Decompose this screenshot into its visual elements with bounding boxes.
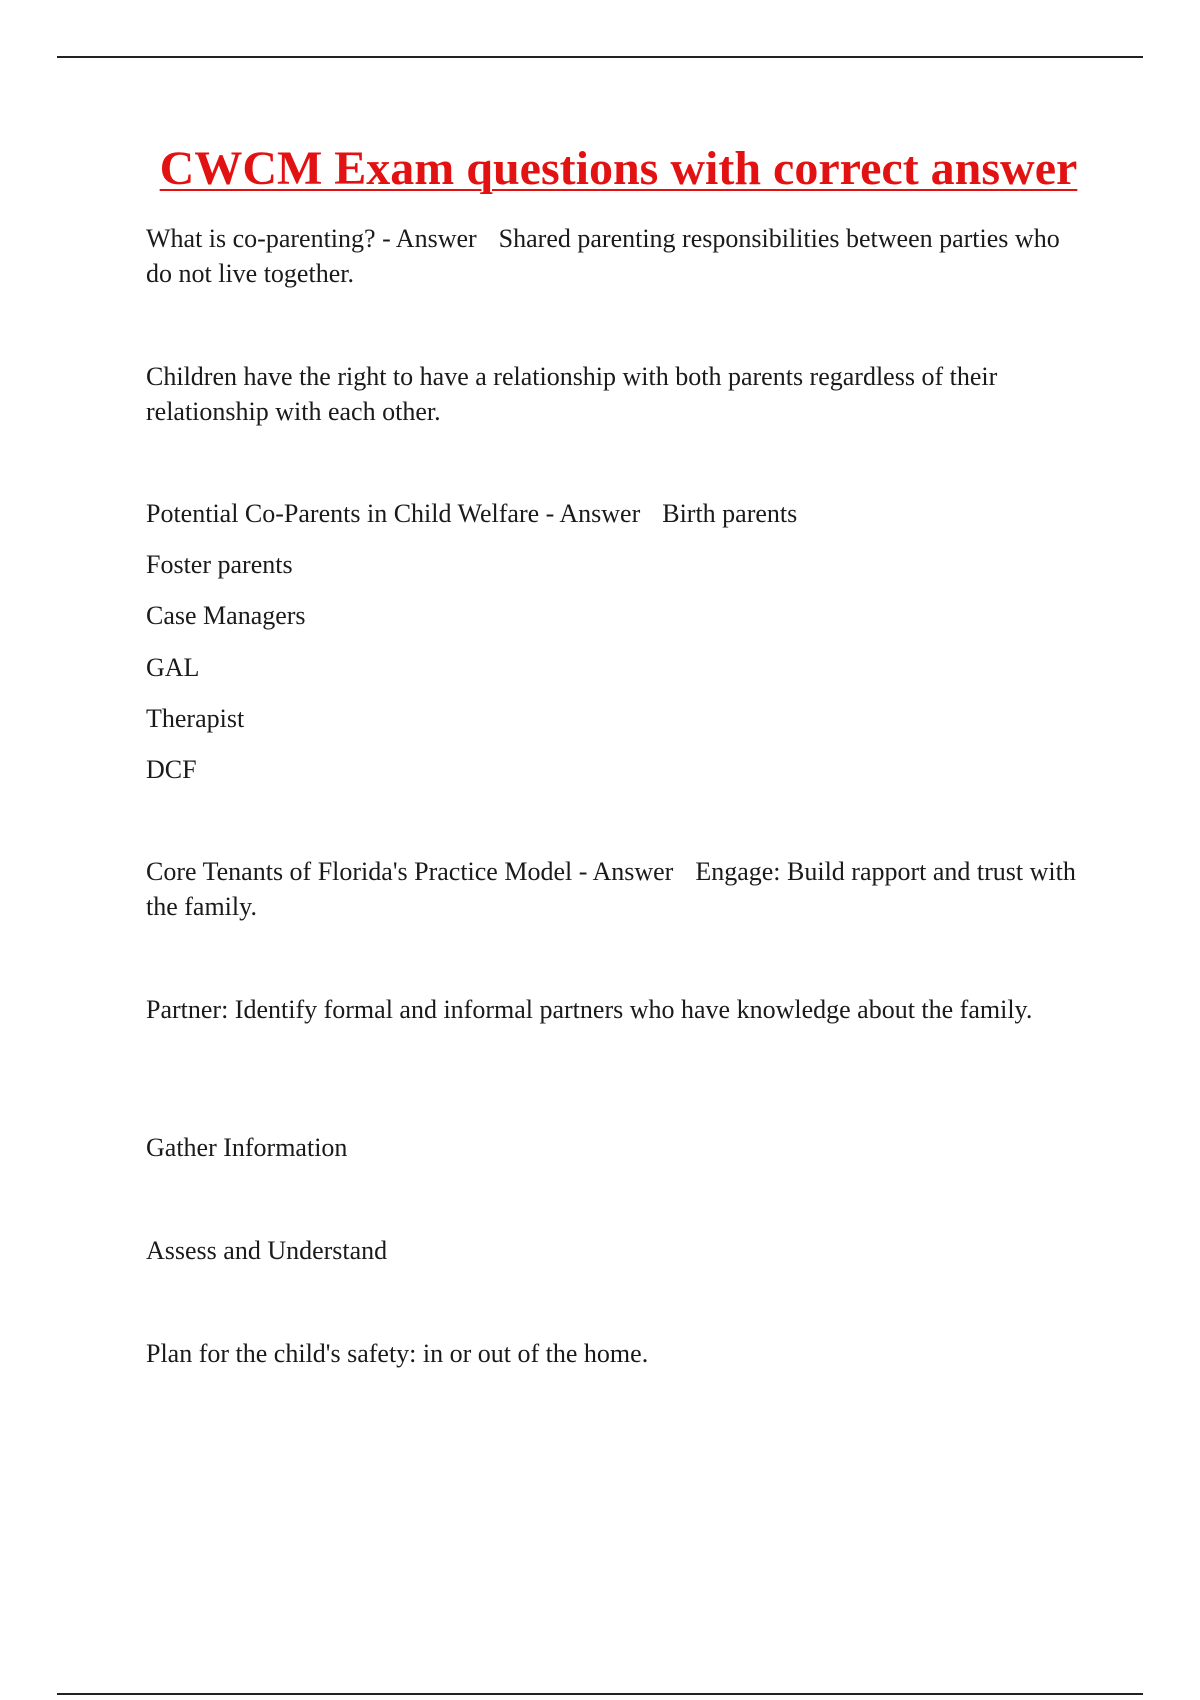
question-text: What is co-parenting? - Answer — [146, 224, 477, 253]
paragraph-children-right: Children have the right to have a relationship with both parents regardless of their relationship with each other. — [146, 362, 998, 426]
list-item-foster-parents: Foster parents — [146, 550, 293, 579]
paragraph-core-tenants — [146, 854, 1086, 924]
answer-text: Engage: Build rapport and trust with the family. — [146, 857, 1076, 921]
paragraph-partner: Partner: Identify formal and informal partners who have knowledge about the family. — [146, 995, 1033, 1024]
top-rule — [57, 56, 1143, 58]
paragraph-plan-safety: Plan for the child's safety: in or out of the home. — [146, 1339, 649, 1368]
list-item-dcf: DCF — [146, 755, 197, 784]
list-item-case-managers: Case Managers — [146, 601, 306, 630]
bottom-rule — [57, 1693, 1143, 1695]
document-title-text: CWCM Exam questions with correct answer — [159, 142, 1078, 195]
answer-text: Shared parenting responsibilities between parties who do not live together. — [146, 224, 1060, 288]
paragraph-gather-information: Gather Information — [146, 1133, 348, 1162]
paragraph-potential-coparents — [146, 496, 1086, 531]
paragraph-assess-understand: Assess and Understand — [146, 1236, 388, 1265]
question-text: Core Tenants of Florida's Practice Model - Answer — [146, 857, 674, 886]
list-item-therapist: Therapist — [146, 704, 245, 733]
list-item-gal: GAL — [146, 653, 200, 682]
answer-text: Birth parents — [662, 499, 798, 528]
document-title — [0, 143, 1200, 196]
paragraph-coparenting — [146, 221, 1086, 291]
question-text: Potential Co-Parents in Child Welfare - Answer — [146, 499, 641, 528]
